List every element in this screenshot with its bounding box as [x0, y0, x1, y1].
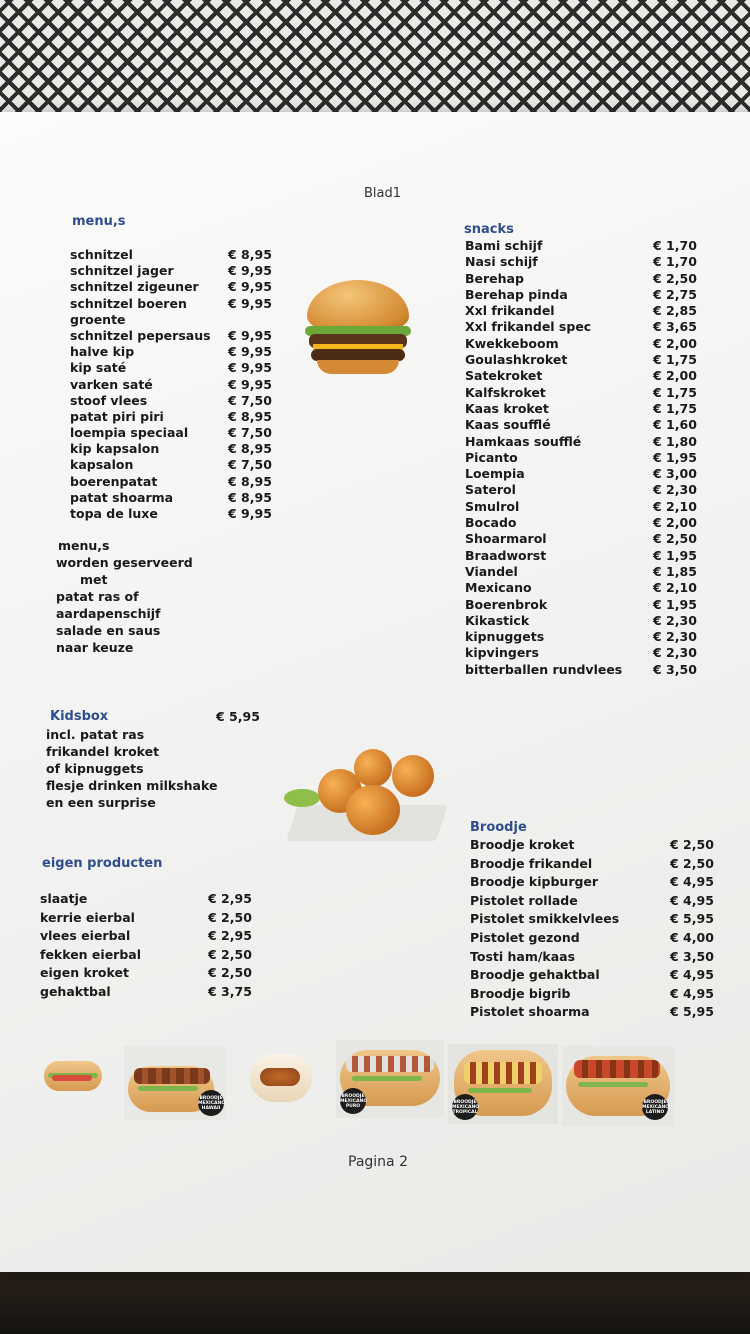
menus-item-name: patat shoarma [70, 489, 174, 505]
menus-item-name: patat piri piri [70, 408, 164, 424]
broodje-item-name: Pistolet rollade [470, 892, 578, 908]
snacks-item-name: bitterballen rundvlees [465, 661, 623, 677]
menus-note-line: aardapenschijf [56, 606, 161, 621]
broodje-section-title: Broodje [470, 820, 527, 835]
snacks-item-name: kipnuggets [465, 629, 545, 645]
menus-item [70, 247, 280, 263]
menus-item-price: € 8,95 [228, 408, 272, 424]
broodje-item-name: Broodje frikandel [470, 855, 593, 871]
menus-item [70, 506, 280, 522]
snacks-item [465, 336, 715, 352]
kidsbox-price: € 5,95 [216, 709, 260, 724]
broodje-item-name: Broodje gehaktbal [470, 967, 600, 983]
snacks-item [465, 319, 715, 335]
snacks-item [465, 434, 715, 450]
eigen-producten-item-name: fekken eierbal [40, 946, 142, 962]
snacks-item [465, 613, 715, 629]
snacks-item-price: € 2,30 [653, 645, 697, 661]
snacks-item-name: Boerenbrok [465, 596, 548, 612]
snacks-item-price: € 3,65 [653, 319, 697, 335]
snacks-item-name: Bami schijf [465, 238, 543, 253]
menus-section-title: menu,s [72, 214, 126, 229]
menus-item [70, 490, 280, 506]
broodje-item-price: € 2,50 [670, 855, 714, 871]
snacks-item-price: € 1,95 [653, 449, 697, 465]
menus-item-price: € 9,95 [228, 506, 272, 521]
broodje-item [470, 930, 722, 949]
broodje-item-name: Broodje kipburger [470, 874, 599, 890]
snacks-item [465, 597, 715, 613]
menus-item-price: € 8,95 [228, 489, 272, 505]
snacks-item [465, 645, 715, 661]
burger-image [303, 280, 413, 380]
snacks-item-price: € 2,50 [653, 270, 697, 286]
snacks-item-price: € 3,50 [653, 661, 697, 677]
snacks-item-name: Kaas kroket [465, 400, 549, 416]
menus-item [70, 377, 280, 393]
snacks-item-price: € 1,95 [653, 596, 697, 612]
broodje-item-name: Broodje kroket [470, 837, 575, 852]
snacks-item-price: € 2,85 [653, 303, 697, 319]
eigen-producten-item-price: € 2,50 [208, 965, 252, 981]
menus-item-price: € 7,50 [228, 457, 272, 473]
menus-item-name: boerenpatat [70, 473, 158, 489]
snacks-item-name: Kikastick [465, 612, 530, 628]
eigen-producten-item-price: € 2,50 [208, 909, 252, 925]
snacks-item-price: € 2,30 [653, 612, 697, 628]
mexicano-badge-3: BROODJE MEXICANO TROPICAL [452, 1094, 478, 1120]
broodje-item-name: Pistolet shoarma [470, 1004, 590, 1020]
broodje-item-price: € 4,95 [670, 892, 714, 908]
snacks-item [465, 450, 715, 466]
snacks-list [465, 238, 715, 678]
snacks-item-price: € 1,60 [653, 417, 697, 433]
snacks-item [465, 466, 715, 482]
broodje-item [470, 949, 722, 968]
kidsbox-line: incl. patat ras [46, 727, 145, 742]
snacks-item [465, 385, 715, 401]
menus-item-name: schnitzel pepersaus [70, 327, 211, 343]
menus-item [70, 263, 280, 279]
broodje-item-price: € 5,95 [670, 1004, 714, 1020]
menus-item-name: schnitzel jager [70, 263, 174, 279]
menus-item [70, 425, 280, 441]
menus-item-name: loempia speciaal [70, 425, 189, 441]
menus-item-price: € 9,95 [228, 360, 272, 376]
snacks-item [465, 580, 715, 596]
snacks-item-name: Xxl frikandel spec [465, 319, 592, 335]
menus-item [70, 360, 280, 376]
snacks-item [465, 271, 715, 287]
menus-item-price: € 7,50 [228, 425, 272, 441]
menus-item-price: € 9,95 [228, 327, 272, 343]
snacks-item-name: Xxl frikandel [465, 303, 555, 319]
menus-note-line: salade en saus [56, 623, 161, 638]
sandwich-photo-2 [124, 1046, 226, 1120]
snacks-item-price: € 2,75 [653, 286, 697, 302]
eigen-producten-item-name: gehaktbal [40, 983, 111, 999]
snacks-item-price: € 2,30 [653, 482, 697, 498]
menus-item-name: schnitzel zigeuner [70, 279, 199, 295]
menus-item-price: € 9,95 [228, 263, 272, 279]
menus-note [56, 538, 193, 657]
croquettes-image [282, 745, 452, 857]
eigen-producten-item [40, 891, 270, 910]
snacks-item-price: € 1,75 [653, 352, 697, 368]
menus-item-name: schnitzel boeren [70, 295, 187, 311]
snacks-item [465, 499, 715, 515]
kidsbox-line: of kipnuggets [46, 761, 144, 776]
snacks-item-name: Braadworst [465, 547, 547, 563]
menus-item [70, 409, 280, 425]
broodje-item-price: € 4,00 [670, 929, 714, 945]
broodje-list [470, 837, 722, 1023]
eigen-producten-item-name: slaatje [40, 891, 88, 906]
snacks-item-price: € 2,30 [653, 629, 697, 645]
kidsbox-lines [46, 727, 217, 812]
snacks-item-price: € 2,10 [653, 498, 697, 514]
broodje-item [470, 986, 722, 1005]
snacks-item [465, 352, 715, 368]
snacks-item-price: € 2,10 [653, 580, 697, 596]
menus-item [70, 312, 280, 328]
page-number: Pagina 2 [348, 1154, 408, 1170]
snacks-item [465, 417, 715, 433]
snacks-item [465, 548, 715, 564]
snacks-item-price: € 1,75 [653, 400, 697, 416]
broodje-item-name: Broodje bigrib [470, 985, 571, 1001]
menus-note-line: naar keuze [56, 640, 134, 655]
menus-item-price: € 9,95 [228, 344, 272, 360]
snacks-item-price: € 2,00 [653, 515, 697, 531]
snacks-item-price: € 1,70 [653, 254, 697, 270]
kidsbox-line: frikandel kroket [46, 744, 160, 759]
snacks-item-name: Berehap pinda [465, 286, 568, 302]
menus-item [70, 393, 280, 409]
snacks-item-name: kipvingers [465, 645, 539, 661]
eigen-producten-item-price: € 2,50 [208, 946, 252, 962]
snacks-item [465, 482, 715, 498]
menus-item-price: € 8,95 [228, 441, 272, 457]
menus-note-line: met [80, 572, 108, 587]
menus-item-name: stoof vlees [70, 392, 148, 408]
eigen-producten-item-name: vlees eierbal [40, 928, 131, 944]
snacks-item-name: Hamkaas soufflé [465, 433, 582, 449]
snacks-item-name: Nasi schijf [465, 254, 538, 270]
snacks-item [465, 287, 715, 303]
menus-item [70, 474, 280, 490]
snacks-item-price: € 1,80 [653, 433, 697, 449]
snacks-item [465, 238, 715, 254]
broodje-item [470, 911, 722, 930]
snacks-item-price: € 2,50 [653, 531, 697, 547]
snacks-item-price: € 1,95 [653, 547, 697, 563]
snacks-item-name: Viandel [465, 563, 518, 579]
snacks-item-name: Kalfskroket [465, 384, 546, 400]
snacks-item-name: Loempia [465, 466, 525, 482]
snacks-item-name: Satekroket [465, 368, 543, 384]
snacks-item-name: Goulashkroket [465, 352, 568, 368]
broodje-item [470, 874, 722, 893]
menus-item-name: schnitzel [70, 247, 133, 262]
menus-item-price: € 9,95 [228, 376, 272, 392]
sandwich-photo-6 [562, 1046, 674, 1126]
eigen-producten-item-price: € 2,95 [208, 928, 252, 944]
menus-note-line: patat ras of [56, 589, 139, 604]
snacks-item-price: € 3,00 [653, 466, 697, 482]
snacks-item-name: Berehap [465, 270, 524, 286]
eigen-producten-item-price: € 2,95 [208, 891, 252, 906]
kidsbox-line: en een surprise [46, 795, 156, 810]
snacks-item [465, 564, 715, 580]
snacks-item-name: Shoarmarol [465, 531, 547, 547]
broodje-item-price: € 4,95 [670, 967, 714, 983]
menus-item [70, 279, 280, 295]
menus-item [70, 441, 280, 457]
snacks-item-price: € 1,75 [653, 384, 697, 400]
snacks-item-name: Bocado [465, 515, 517, 531]
broodje-item-price: € 4,95 [670, 985, 714, 1001]
eigen-producten-list [40, 891, 270, 1003]
broodje-item-price: € 2,50 [670, 837, 714, 852]
menus-item [70, 296, 280, 312]
broodje-item [470, 967, 722, 986]
sandwich-photo-1 [40, 1055, 106, 1097]
menus-item-name: topa de luxe [70, 506, 158, 521]
eigen-producten-item [40, 928, 270, 947]
broodje-item [470, 837, 722, 856]
eigen-producten-item [40, 984, 270, 1003]
broodje-item [470, 893, 722, 912]
snacks-item [465, 629, 715, 645]
menus-item-name: halve kip [70, 344, 135, 360]
broodje-item-name: Pistolet smikkelvlees [470, 911, 620, 927]
eigen-producten-item-name: kerrie eierbal [40, 909, 135, 925]
snacks-item [465, 662, 715, 678]
snacks-item-name: Mexicano [465, 580, 532, 596]
broodje-item [470, 856, 722, 875]
menus-item-name: varken saté [70, 376, 153, 392]
sandwich-photo-5 [448, 1044, 558, 1124]
menus-item [70, 457, 280, 473]
eigen-producten-item-name: eigen kroket [40, 965, 129, 981]
broodje-item-name: Tosti ham/kaas [470, 948, 576, 964]
menus-item-name: kip saté [70, 360, 127, 376]
snacks-item-name: Picanto [465, 449, 518, 465]
menus-item-price: € 9,95 [228, 279, 272, 295]
mexicano-badge-2: BROODJE MEXICANO PURO [340, 1088, 366, 1114]
snacks-item-price: € 2,00 [653, 368, 697, 384]
menus-item-name: kip kapsalon [70, 441, 160, 457]
menus-item-price: € 8,95 [228, 247, 272, 262]
snacks-item [465, 254, 715, 270]
snacks-item-price: € 2,00 [653, 335, 697, 351]
snacks-item [465, 303, 715, 319]
menus-item [70, 344, 280, 360]
mexicano-badge-4: BROODJE MEXICANO LATINO [642, 1094, 668, 1120]
menus-list [70, 247, 280, 522]
sheet-title: Blad1 [364, 186, 402, 201]
menus-item-price: € 9,95 [228, 295, 272, 311]
menus-item [70, 328, 280, 344]
menus-item-name: kapsalon [70, 457, 134, 473]
broodje-item-price: € 5,95 [670, 911, 714, 927]
menus-note-line: worden geserveerd [56, 555, 193, 570]
snacks-section-title: snacks [464, 222, 514, 237]
broodje-item [470, 1004, 722, 1023]
eigen-producten-item [40, 910, 270, 929]
menus-note-line: menu,s [58, 538, 110, 553]
eigen-producten-item [40, 947, 270, 966]
broodje-item-price: € 3,50 [670, 948, 714, 964]
mexicano-badge-1: BROODJE MEXICANO HAWAII [198, 1090, 224, 1116]
menus-item-price: € 8,95 [228, 473, 272, 489]
snacks-item [465, 368, 715, 384]
menus-item-price: € 7,50 [228, 392, 272, 408]
eigen-producten-item [40, 965, 270, 984]
snacks-item-name: Kwekkeboom [465, 335, 559, 351]
snacks-item-price: € 1,70 [653, 238, 697, 253]
snacks-item-name: Saterol [465, 482, 516, 498]
sandwich-photo-3 [246, 1050, 316, 1106]
kidsbox-line: flesje drinken milkshake [46, 778, 218, 793]
snacks-item-name: Kaas soufflé [465, 417, 551, 433]
broodje-item-name: Pistolet gezond [470, 929, 580, 945]
kidsbox-title: Kidsbox [50, 709, 109, 724]
snacks-item [465, 531, 715, 547]
menus-item-name: groente [70, 311, 126, 327]
snacks-item [465, 401, 715, 417]
eigen-producten-item-price: € 3,75 [208, 983, 252, 999]
broodje-item-price: € 4,95 [670, 874, 714, 890]
snacks-item-price: € 1,85 [653, 563, 697, 579]
snacks-item-name: Smulrol [465, 498, 520, 514]
eigen-producten-title: eigen producten [42, 856, 163, 871]
sandwich-photo-4 [336, 1040, 444, 1118]
snacks-item [465, 515, 715, 531]
